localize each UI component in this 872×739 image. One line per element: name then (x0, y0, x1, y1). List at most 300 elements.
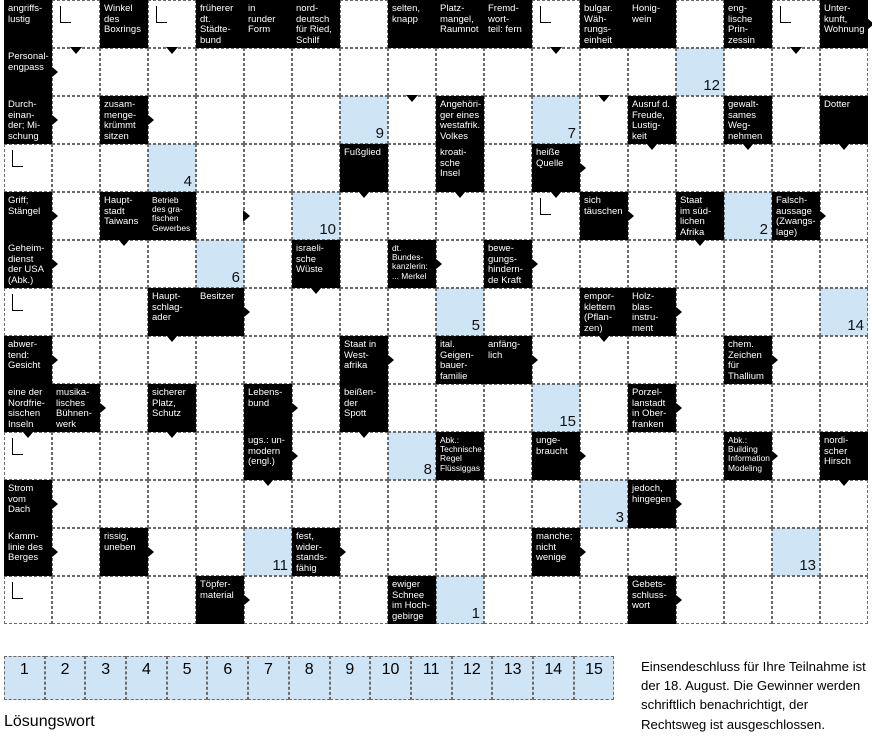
solution-number: 10 (319, 221, 336, 238)
clue-cell (532, 144, 580, 192)
clue-text: ugs.: un- modern (engl.) (248, 435, 285, 467)
answer-cell[interactable] (244, 240, 292, 288)
solution-number: 2 (759, 221, 768, 238)
answer-cell[interactable] (52, 528, 100, 576)
arrow-right-icon (579, 450, 586, 462)
answer-cell[interactable] (340, 576, 388, 624)
answer-cell[interactable] (100, 288, 148, 336)
solution-word-label: Lösungswort (4, 713, 95, 730)
answer-cell[interactable] (196, 48, 244, 96)
answer-cell[interactable] (292, 336, 340, 384)
answer-cell[interactable] (484, 192, 532, 240)
answer-cell[interactable] (724, 480, 772, 528)
arrow-down-icon (166, 47, 178, 54)
arrow-right-icon (435, 258, 442, 270)
clue-text: angriffs- lustig (8, 3, 43, 25)
clue-cell (148, 288, 196, 336)
answer-cell[interactable] (628, 336, 676, 384)
arrow-right-icon (339, 546, 346, 558)
clue-text: bulgar. Wäh- rungs- einheit (584, 3, 613, 46)
arrow-down-icon (694, 239, 706, 246)
arrow-down-icon (406, 95, 418, 102)
clue-text: abwer- tend: Gesicht (8, 339, 41, 371)
answer-cell[interactable] (484, 288, 532, 336)
clue-text: dt. Bundes- kanzlerin: ... Merkel (392, 243, 428, 281)
answer-cell[interactable] (196, 192, 244, 240)
answer-cell[interactable] (100, 576, 148, 624)
answer-cell[interactable] (484, 48, 532, 96)
answer-cell[interactable] (244, 336, 292, 384)
arrow-down-icon (70, 47, 82, 54)
answer-cell[interactable] (148, 48, 196, 96)
clue-text: Personal- engpass (8, 51, 49, 73)
answer-cell[interactable] (100, 384, 148, 432)
clue-text: unge- braucht (536, 435, 568, 457)
answer-cell[interactable] (724, 48, 772, 96)
deadline-notice: Einsendeschluss für Ihre Teilnahme ist der 18. August. Die Gewinner werden schriftlich benachrichtigt, der Rechtsweg ist ausgeschlossen. (641, 659, 866, 732)
answer-cell[interactable] (772, 528, 820, 576)
answer-cell[interactable] (580, 336, 628, 384)
answer-cell[interactable] (148, 576, 196, 624)
answer-cell[interactable] (676, 144, 724, 192)
clue-cell (484, 240, 532, 288)
answer-cell[interactable] (580, 240, 628, 288)
answer-cell[interactable] (148, 528, 196, 576)
answer-cell[interactable] (436, 528, 484, 576)
answer-cell[interactable] (772, 576, 820, 624)
arrow-right-icon (675, 498, 682, 510)
answer-cell[interactable] (676, 288, 724, 336)
answer-cell[interactable] (772, 48, 820, 96)
answer-cell[interactable] (148, 480, 196, 528)
answer-cell[interactable] (820, 480, 868, 528)
answer-cell[interactable] (436, 384, 484, 432)
answer-cell[interactable] (148, 96, 196, 144)
clue-text: jedoch, hingegen (632, 483, 672, 505)
answer-cell[interactable] (244, 48, 292, 96)
answer-cell[interactable] (628, 240, 676, 288)
answer-cell[interactable] (340, 288, 388, 336)
solution-box[interactable]: 7 (248, 656, 289, 700)
answer-cell[interactable] (436, 288, 484, 336)
answer-cell[interactable] (820, 192, 868, 240)
answer-cell[interactable] (244, 144, 292, 192)
answer-cell[interactable] (484, 96, 532, 144)
answer-cell[interactable] (532, 96, 580, 144)
clue-cell (388, 240, 436, 288)
clue-cell (4, 336, 52, 384)
answer-cell[interactable] (388, 48, 436, 96)
arrow-connector (12, 150, 23, 167)
answer-cell[interactable] (676, 528, 724, 576)
solution-box[interactable]: 1 (4, 656, 45, 700)
clue-text: Abk.: Building Information Modeling (728, 435, 770, 473)
solution-box[interactable]: 12 (452, 656, 493, 700)
answer-cell[interactable] (52, 96, 100, 144)
answer-cell[interactable] (820, 336, 868, 384)
solution-number: 14 (847, 317, 864, 334)
answer-cell[interactable] (676, 576, 724, 624)
answer-cell[interactable] (292, 384, 340, 432)
solution-number: 4 (183, 173, 192, 190)
arrow-down-icon (598, 335, 610, 342)
answer-cell[interactable] (388, 336, 436, 384)
arrow-down-icon (598, 95, 610, 102)
answer-cell[interactable] (724, 240, 772, 288)
clue-text: Platz- mangel, Raumnot (440, 3, 479, 35)
answer-cell[interactable] (292, 432, 340, 480)
answer-cell[interactable] (52, 48, 100, 96)
answer-cell[interactable] (580, 384, 628, 432)
clue-text: chem. Zeichen für Thallium (728, 339, 764, 382)
answer-cell[interactable] (676, 0, 724, 48)
solution-word-row (4, 656, 614, 702)
solution-box[interactable]: 15 (574, 656, 615, 700)
answer-cell[interactable] (340, 528, 388, 576)
answer-cell[interactable] (292, 480, 340, 528)
answer-cell[interactable] (724, 576, 772, 624)
answer-cell[interactable] (196, 480, 244, 528)
clue-cell (436, 336, 484, 384)
answer-cell[interactable] (388, 384, 436, 432)
clue-cell (484, 0, 532, 48)
answer-cell[interactable] (52, 192, 100, 240)
answer-cell[interactable] (628, 144, 676, 192)
answer-cell[interactable] (628, 528, 676, 576)
clue-text: ital. Geigen- bauer- familie (440, 339, 474, 382)
answer-cell[interactable] (52, 288, 100, 336)
clue-text: ewiger Schnee im Hoch- gebirge (392, 579, 431, 622)
answer-cell[interactable] (388, 480, 436, 528)
answer-cell[interactable] (244, 528, 292, 576)
clue-cell (4, 240, 52, 288)
answer-cell[interactable] (388, 288, 436, 336)
answer-cell[interactable] (628, 192, 676, 240)
clue-cell (724, 0, 772, 48)
answer-cell[interactable] (580, 48, 628, 96)
answer-cell[interactable] (196, 144, 244, 192)
solution-box[interactable]: 9 (330, 656, 371, 700)
answer-cell[interactable] (580, 432, 628, 480)
solution-box[interactable]: 11 (411, 656, 452, 700)
arrow-right-icon (531, 354, 538, 366)
arrow-right-icon (771, 354, 778, 366)
answer-cell[interactable] (484, 432, 532, 480)
answer-cell[interactable] (436, 240, 484, 288)
answer-cell[interactable] (820, 384, 868, 432)
arrow-down-icon (646, 143, 658, 150)
answer-cell[interactable] (820, 576, 868, 624)
answer-cell[interactable] (676, 48, 724, 96)
clue-text: sich täuschen (584, 195, 623, 217)
answer-cell[interactable] (100, 336, 148, 384)
clue-cell (4, 0, 52, 48)
answer-cell[interactable] (196, 96, 244, 144)
clue-text: Unter- kunft, Wohnung (824, 3, 865, 35)
answer-cell[interactable] (340, 192, 388, 240)
clue-cell (340, 144, 388, 192)
clue-text: Winkel des Boxrings (104, 3, 141, 35)
answer-cell[interactable] (388, 432, 436, 480)
answer-cell[interactable] (244, 480, 292, 528)
arrow-down-icon (310, 287, 322, 294)
answer-cell[interactable] (484, 144, 532, 192)
clue-cell (580, 0, 628, 48)
answer-cell[interactable] (292, 192, 340, 240)
answer-cell[interactable] (532, 48, 580, 96)
answer-cell[interactable] (724, 288, 772, 336)
clue-cell (4, 96, 52, 144)
clue-cell (676, 192, 724, 240)
clue-cell (340, 384, 388, 432)
answer-cell[interactable] (532, 240, 580, 288)
answer-cell[interactable] (532, 336, 580, 384)
clue-text: Honig- wein (632, 3, 660, 25)
answer-cell[interactable] (436, 480, 484, 528)
answer-cell[interactable] (292, 576, 340, 624)
answer-cell[interactable] (772, 240, 820, 288)
arrow-down-icon (166, 335, 178, 342)
answer-cell[interactable] (52, 480, 100, 528)
solution-box[interactable]: 8 (289, 656, 330, 700)
solution-box[interactable]: 10 (370, 656, 411, 700)
arrow-connector (156, 6, 167, 23)
answer-cell[interactable] (100, 432, 148, 480)
solution-box[interactable]: 5 (167, 656, 208, 700)
arrow-right-icon (675, 402, 682, 414)
clue-cell (100, 96, 148, 144)
answer-cell[interactable] (436, 192, 484, 240)
arrow-right-icon (291, 402, 298, 414)
answer-cell[interactable] (532, 480, 580, 528)
answer-cell[interactable] (196, 528, 244, 576)
solution-box[interactable]: 4 (126, 656, 167, 700)
answer-cell[interactable] (772, 288, 820, 336)
clue-text: früherer dt. Städte- bund (200, 3, 234, 46)
clue-text: Besitzer (200, 291, 235, 302)
arrow-right-icon (147, 114, 154, 126)
answer-cell[interactable] (532, 288, 580, 336)
answer-cell[interactable] (388, 528, 436, 576)
answer-cell[interactable] (772, 336, 820, 384)
clue-cell (436, 432, 484, 480)
answer-cell[interactable] (484, 384, 532, 432)
answer-cell[interactable] (196, 336, 244, 384)
clue-text: manche; nicht wenige (536, 531, 573, 563)
arrow-right-icon (579, 162, 586, 174)
clue-text: anfäng- lich (488, 339, 521, 361)
clue-cell (100, 528, 148, 576)
clue-text: Töpfer- material (200, 579, 234, 601)
answer-cell[interactable] (52, 144, 100, 192)
clue-cell (580, 192, 628, 240)
clue-cell (436, 96, 484, 144)
answer-cell[interactable] (772, 144, 820, 192)
answer-cell[interactable] (388, 192, 436, 240)
answer-cell[interactable] (580, 480, 628, 528)
solution-number: 9 (375, 125, 384, 142)
arrow-down-icon (22, 527, 34, 534)
answer-cell[interactable] (100, 48, 148, 96)
answer-cell[interactable] (724, 384, 772, 432)
answer-cell[interactable] (100, 480, 148, 528)
answer-cell[interactable] (196, 432, 244, 480)
answer-cell[interactable] (676, 432, 724, 480)
answer-cell[interactable] (676, 96, 724, 144)
clue-cell (724, 96, 772, 144)
answer-cell[interactable] (148, 336, 196, 384)
clue-text: zusam- menge- krümmt sitzen (104, 99, 137, 142)
answer-cell[interactable] (436, 576, 484, 624)
clue-cell (52, 384, 100, 432)
clue-text: nord- deutsch für Ried, Schilf (296, 3, 332, 46)
answer-cell[interactable] (772, 384, 820, 432)
clue-text: Strom vom Dach (8, 483, 34, 515)
arrow-connector (12, 582, 23, 599)
answer-cell[interactable] (820, 528, 868, 576)
clue-text: Staat im süd- lichen Afrika (680, 195, 712, 238)
clue-text: in runder Form (248, 3, 276, 35)
arrow-right-icon (51, 354, 58, 366)
arrow-right-icon (51, 66, 58, 78)
answer-cell[interactable] (244, 96, 292, 144)
solution-box[interactable]: 3 (85, 656, 126, 700)
clue-cell (244, 0, 292, 48)
answer-cell[interactable] (532, 576, 580, 624)
clue-cell (4, 384, 52, 432)
clue-cell (436, 144, 484, 192)
answer-cell[interactable] (628, 48, 676, 96)
clue-cell (628, 0, 676, 48)
answer-cell[interactable] (340, 240, 388, 288)
clue-cell (820, 432, 868, 480)
answer-cell[interactable] (772, 480, 820, 528)
clue-cell (820, 0, 868, 48)
solution-box[interactable]: 2 (45, 656, 86, 700)
answer-cell[interactable] (52, 432, 100, 480)
arrow-right-icon (51, 114, 58, 126)
answer-cell[interactable] (196, 240, 244, 288)
answer-cell[interactable] (292, 288, 340, 336)
answer-cell[interactable] (820, 144, 868, 192)
arrow-right-icon (243, 594, 250, 606)
clue-text: Griff; Stängel (8, 195, 41, 217)
answer-cell[interactable] (820, 48, 868, 96)
clue-cell (196, 576, 244, 624)
answer-cell[interactable] (436, 48, 484, 96)
arrow-right-icon (51, 210, 58, 222)
solution-box[interactable]: 14 (533, 656, 574, 700)
answer-cell[interactable] (292, 144, 340, 192)
answer-cell[interactable] (340, 480, 388, 528)
clue-cell (628, 288, 676, 336)
solution-number: 15 (559, 413, 576, 430)
answer-cell[interactable] (484, 480, 532, 528)
answer-cell[interactable] (388, 144, 436, 192)
arrow-down-icon (262, 479, 274, 486)
clue-cell (628, 576, 676, 624)
answer-cell[interactable] (580, 528, 628, 576)
solution-box[interactable]: 6 (207, 656, 248, 700)
solution-number: 3 (615, 509, 624, 526)
arrow-down-icon (742, 143, 754, 150)
answer-cell[interactable] (484, 576, 532, 624)
clue-cell (292, 0, 340, 48)
answer-cell[interactable] (196, 384, 244, 432)
solution-box[interactable]: 13 (492, 656, 533, 700)
answer-cell[interactable] (772, 432, 820, 480)
clue-cell (4, 528, 52, 576)
answer-cell[interactable] (52, 240, 100, 288)
answer-cell[interactable] (676, 384, 724, 432)
answer-cell[interactable] (244, 288, 292, 336)
answer-cell[interactable] (676, 240, 724, 288)
arrow-down-icon (22, 431, 34, 438)
clue-text: Betrieb des gra- fischen Gewerbes (152, 195, 191, 233)
clue-text: Lebens- bund (248, 387, 283, 409)
answer-cell[interactable] (580, 576, 628, 624)
answer-cell[interactable] (148, 240, 196, 288)
clue-text: Dotter (824, 99, 850, 110)
answer-cell[interactable] (244, 576, 292, 624)
answer-cell[interactable] (52, 336, 100, 384)
clue-text: heiße Quelle (536, 147, 564, 169)
solution-number: 8 (423, 461, 432, 478)
answer-cell[interactable] (100, 144, 148, 192)
answer-cell[interactable] (148, 144, 196, 192)
clue-text: eine der Nordfrie- sischen Inseln (8, 387, 45, 430)
answer-cell[interactable] (628, 432, 676, 480)
answer-cell[interactable] (580, 144, 628, 192)
answer-cell[interactable] (676, 336, 724, 384)
clue-cell (388, 576, 436, 624)
answer-cell[interactable] (340, 96, 388, 144)
answer-cell[interactable] (724, 528, 772, 576)
answer-cell[interactable] (244, 192, 292, 240)
clue-cell (4, 48, 52, 96)
answer-cell[interactable] (820, 288, 868, 336)
answer-cell[interactable] (340, 48, 388, 96)
answer-cell[interactable] (580, 96, 628, 144)
answer-cell[interactable] (724, 192, 772, 240)
clue-text: bewe- gungs- hindern- de Kraft (488, 243, 523, 286)
clue-text: Angehöri- ger eines westafrik. Volkes (440, 99, 482, 142)
clue-cell (196, 288, 244, 336)
answer-cell[interactable] (484, 528, 532, 576)
arrow-connector (540, 198, 551, 215)
answer-cell[interactable] (340, 432, 388, 480)
clue-cell (4, 480, 52, 528)
clue-text: Geheim- dienst der USA (Abk.) (8, 243, 45, 286)
answer-cell[interactable] (340, 0, 388, 48)
solution-number: 12 (703, 77, 720, 94)
answer-cell[interactable] (820, 240, 868, 288)
arrow-down-icon (166, 431, 178, 438)
solution-number: 6 (231, 269, 240, 286)
answer-cell[interactable] (148, 432, 196, 480)
answer-cell[interactable] (292, 96, 340, 144)
answer-cell[interactable] (724, 144, 772, 192)
answer-cell[interactable] (772, 96, 820, 144)
arrow-right-icon (675, 306, 682, 318)
answer-cell[interactable] (388, 96, 436, 144)
answer-cell[interactable] (676, 480, 724, 528)
answer-cell[interactable] (100, 240, 148, 288)
answer-cell[interactable] (532, 384, 580, 432)
answer-cell[interactable] (292, 48, 340, 96)
answer-cell[interactable] (52, 576, 100, 624)
arrow-right-icon (819, 210, 826, 222)
